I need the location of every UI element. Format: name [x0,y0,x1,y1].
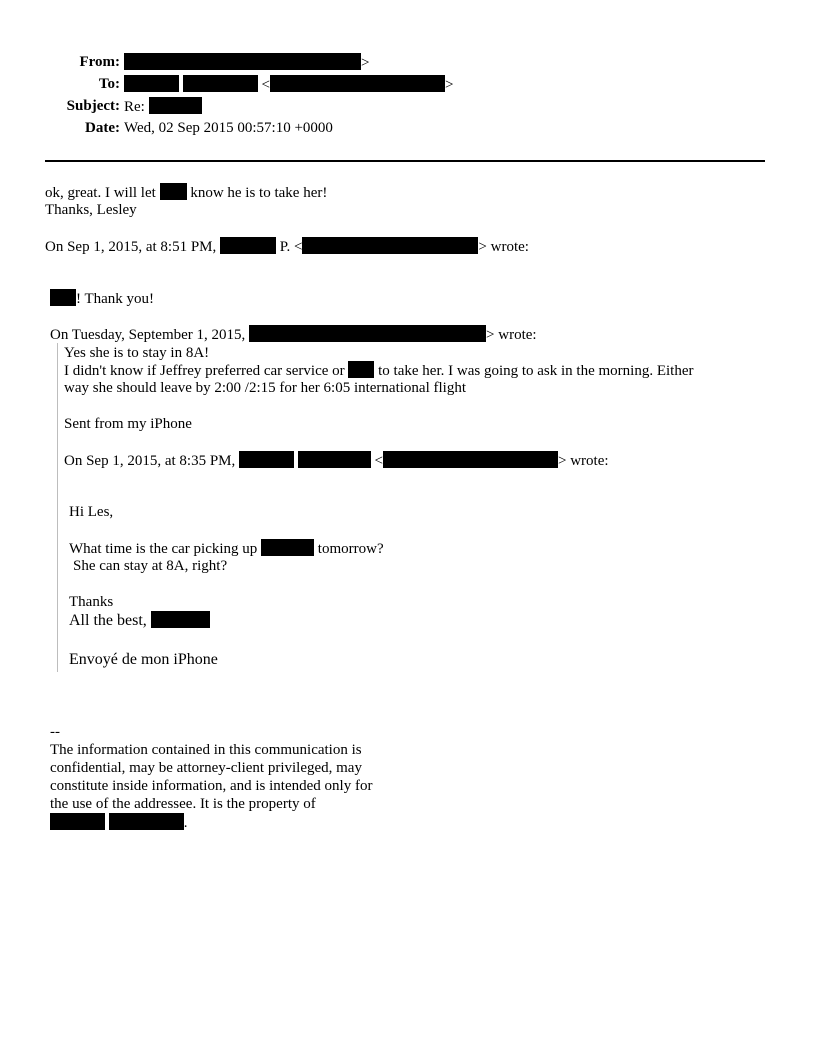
quote-header-3 [64,451,609,470]
redaction [239,451,294,468]
redaction [50,813,105,830]
stay-line: Yes she is to stay in 8A! [64,345,210,361]
subject-prefix: Re: [124,99,145,115]
from-row [0,53,816,75]
to-bracket-open: < [261,77,270,93]
thank-you-line [50,289,154,308]
reply-text-a: ok, great. I will let [45,185,156,201]
thanks-line: Thanks [69,594,114,610]
car-text-b: to take her. I was going to ask in the morning. Either [378,363,694,379]
subject-label: Subject: [66,98,120,114]
quote3-text-b: < [374,453,383,469]
redaction [149,97,202,114]
redaction [348,361,374,378]
time-text-a: What time is the car picking up [69,541,258,557]
email-header [0,53,816,141]
car-text-a: I didn't know if Jeffrey preferred car service or [64,363,345,379]
greeting: Hi Les, [69,504,114,520]
envoye-line: Envoyé de mon iPhone [69,651,218,668]
from-bracket: > [361,55,370,71]
best-line [69,611,210,630]
redaction [109,813,184,830]
to-bracket-close: > [444,77,454,93]
redaction [183,75,258,92]
disclaimer-line-2: confidential, may be attorney-client privileged, may [50,760,362,776]
date-value: Wed, 02 Sep 2015 00:57:10 +0000 [124,120,333,136]
disclaimer-line-4: the use of the addressee. It is the property of [50,796,316,812]
date-row [0,119,816,141]
quote3-text-a: On Sep 1, 2015, at 8:35 PM, [64,453,236,469]
subject-row [0,97,816,119]
disclaimer-line-3: constitute inside information, and is intended only for [50,778,373,794]
redaction [160,183,187,200]
redaction [261,539,314,556]
redaction [298,451,371,468]
header-divider [45,160,765,162]
disclaimer-line-1: The information contained in this communication is [50,742,362,758]
to-value [124,75,453,94]
signoff: Thanks, Lesley [45,202,137,218]
quote1-text-c: > wrote: [478,239,529,255]
redaction [220,237,276,254]
car-line-2: way she should leave by 2:00 /2:15 for her 6:05 international flight [64,380,466,396]
redaction [302,237,478,254]
disclaimer-period: . [183,815,188,831]
date-label: Date: [85,120,120,136]
thank-you-text: ! Thank you! [76,291,155,307]
subject-value [124,97,202,116]
quote-header-1 [45,237,529,256]
reply-text-b: know he is to take her! [190,185,328,201]
time-line [69,539,384,558]
quote-bar [57,343,58,672]
quote-header-2 [50,325,537,344]
to-label: To: [98,76,120,92]
reply-line [45,183,327,202]
quote2-text-a: On Tuesday, September 1, 2015, [50,327,246,343]
disclaimer-line-5 [50,813,188,832]
redaction [270,75,445,92]
stay-question: She can stay at 8A, right? [73,558,228,574]
from-label: From: [79,54,120,70]
redaction [50,289,76,306]
footer-dashes: -- [50,724,60,740]
from-value [124,53,369,72]
redaction [383,451,558,468]
sent-line: Sent from my iPhone [64,416,192,432]
redaction [249,325,486,342]
redaction [124,75,179,92]
redaction [124,53,361,70]
quote1-text-b: P. < [279,239,303,255]
best-text: All the best, [69,612,147,629]
car-line [64,361,694,380]
redaction [151,611,210,628]
quote2-text-b: > wrote: [486,327,537,343]
quote1-text-a: On Sep 1, 2015, at 8:51 PM, [45,239,217,255]
time-text-b: tomorrow? [317,541,384,557]
to-row [0,75,816,97]
quote3-text-c: > wrote: [557,453,609,469]
